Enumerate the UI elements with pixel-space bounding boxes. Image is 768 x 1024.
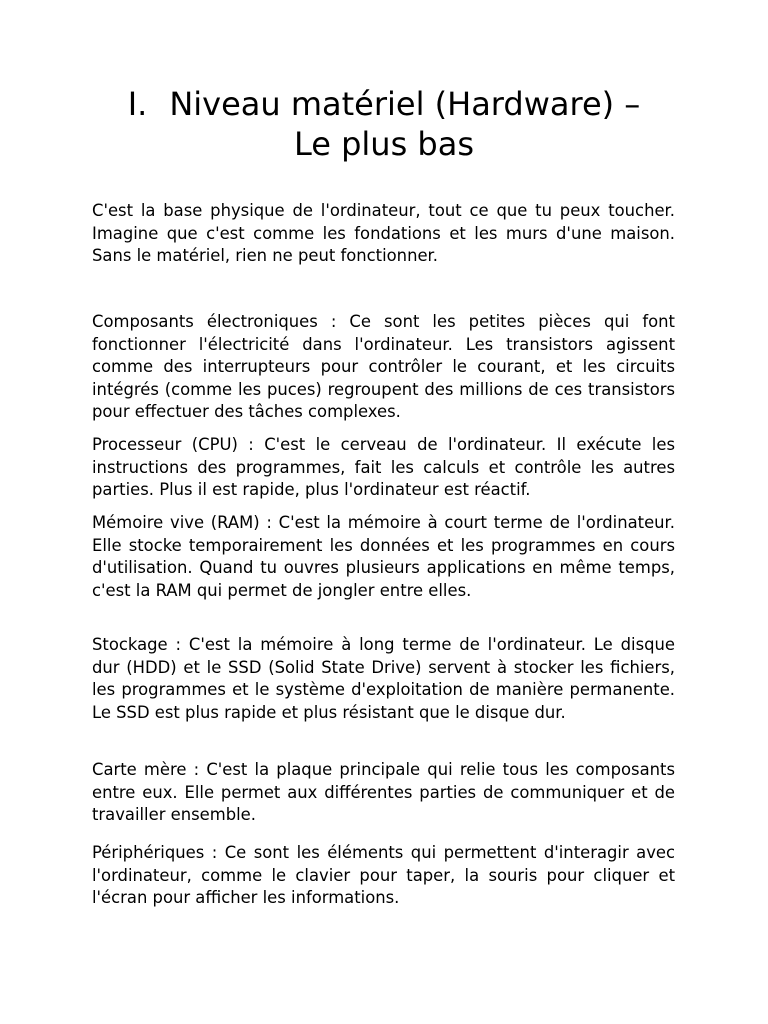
stockage-paragraph: Stockage : C'est la mémoire à long terme de l'ordinateur. Le disque dur (HDD) et le SSD (Solid State Drive) servent à stocker les fichiers, les programmes et le système d'exploitation de manière permanente. Le SSD est plus rapide et plus résistant que le disque dur. (92, 635, 675, 722)
peripheriques-paragraph: Périphériques : Ce sont les éléments qui permettent d'interagir avec l'ordinateur, comme le clavier pour taper, la souris pour cliquer et l'écran pour afficher les informations. (92, 843, 675, 908)
carte-mere-paragraph: Carte mère : C'est la plaque principale qui relie tous les composants entre eux. Elle permet aux différentes parties de communiquer et de travailler ensemble. (92, 760, 675, 825)
intro-paragraph: C'est la base physique de l'ordinateur, tout ce que tu peux toucher. Imagine que c'est comme les fondations et les murs d'une maison. Sans le matériel, rien ne peut fonctionner. (92, 201, 675, 266)
section-number: I. (127, 85, 148, 123)
page-title (92, 84, 676, 164)
title-line-2: Le plus bas (293, 125, 475, 163)
processeur-paragraph: Processeur (CPU) : C'est le cerveau de l'ordinateur. Il exécute les instructions des programmes, fait les calculs et contrôle les autres parties. Plus il est rapide, plus l'ordinateur est réactif. (92, 435, 675, 500)
composants-paragraph: Composants électroniques : Ce sont les petites pièces qui font fonctionner l'électricité dans l'ordinateur. Les transistors agissent comme des interrupteurs pour contrôler le courant, et les circuits intégrés (comme les puces) regroupent des millions de ces transistors pour effectuer des tâches complexes. (92, 312, 675, 422)
title-line-1: Niveau matériel (Hardware) – (169, 85, 641, 123)
memoire-paragraph: Mémoire vive (RAM) : C'est la mémoire à court terme de l'ordinateur. Elle stocke temporairement les données et les programmes en cours d'utilisation. Quand tu ouvres plusieurs applications en même temps, c'est la RAM qui permet de jongler entre elles. (92, 513, 675, 600)
